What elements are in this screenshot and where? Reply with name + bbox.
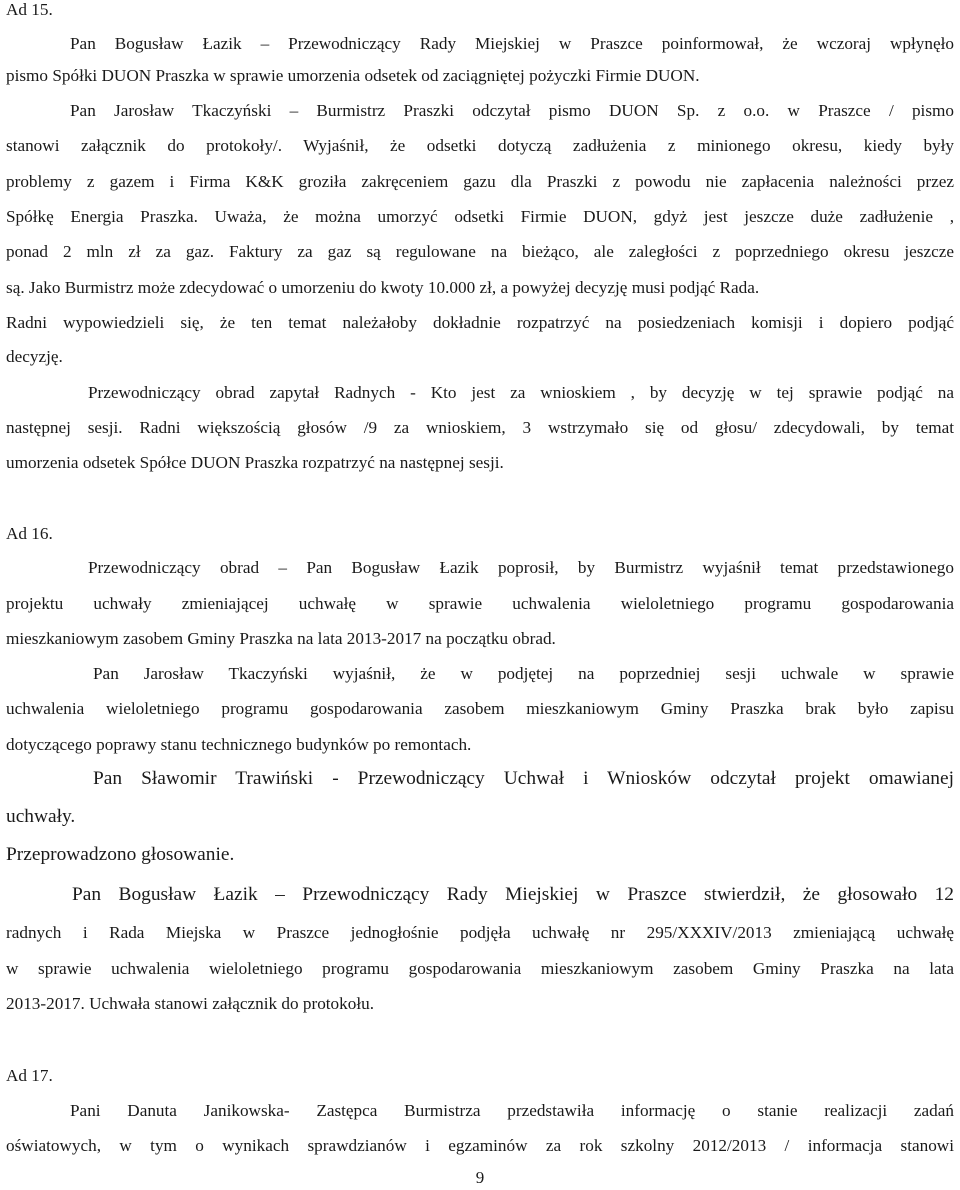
- section-heading: Ad 16.: [6, 524, 53, 543]
- paragraph-line: Radni wypowiedzieli się, że ten temat należałoby dokładnie rozpatrzyć na posiedzeniach komisji i dopiero podjąć: [6, 313, 954, 332]
- paragraph-line: umorzenia odsetek Spółce DUON Praszka rozpatrzyć na następnej sesji.: [6, 453, 504, 472]
- paragraph-line: uchwały.: [6, 806, 76, 827]
- paragraph-line: mieszkaniowym zasobem Gminy Praszka na lata 2013-2017 na początku obrad.: [6, 629, 556, 648]
- paragraph-line: w sprawie uchwalenia wieloletniego programu gospodarowania mieszkaniowym zasobem Gminy Praszka na lata: [6, 959, 954, 978]
- paragraph-line: oświatowych, w tym o wynikach sprawdzianów i egzaminów za rok szkolny 2012/2013 / informacja stanowi: [6, 1136, 954, 1155]
- paragraph-line: Pan Jarosław Tkaczyński wyjaśnił, że w podjętej na poprzedniej sesji uchwale w sprawie: [93, 664, 954, 683]
- paragraph-line: ponad 2 mln zł za gaz. Faktury za gaz są regulowane na bieżąco, ale zaległości z poprzedniego okresu jeszcze: [6, 242, 954, 261]
- paragraph-line: Pan Sławomir Trawiński - Przewodniczący Uchwał i Wniosków odczytał projekt omawianej: [93, 768, 954, 789]
- paragraph-line: Przeprowadzono głosowanie.: [6, 844, 235, 865]
- paragraph-line: projektu uchwały zmieniającej uchwałę w sprawie uchwalenia wieloletniego programu gospodarowania: [6, 594, 954, 613]
- paragraph-line: Pan Bogusław Łazik – Przewodniczący Rady Miejskiej w Praszce poinformował, że wczoraj wpłynęło: [70, 34, 954, 53]
- paragraph-line: są. Jako Burmistrz może zdecydować o umorzeniu do kwoty 10.000 zł, a powyżej decyzję musi podjąć Rada.: [6, 278, 760, 297]
- paragraph-line: uchwalenia wieloletniego programu gospodarowania zasobem mieszkaniowym Gminy Praszka brak było zapisu: [6, 699, 954, 718]
- paragraph-line: stanowi załącznik do protokoły/. Wyjaśnił, że odsetki dotyczą zadłużenia z minionego okresu, kiedy były: [6, 136, 954, 155]
- page-number: 9: [475, 1168, 485, 1187]
- paragraph-line: Pan Jarosław Tkaczyński – Burmistrz Praszki odczytał pismo DUON Sp. z o.o. w Praszce / pismo: [70, 101, 954, 120]
- paragraph-line: problemy z gazem i Firma K&K groziła zakręceniem gazu dla Praszki z powodu nie zapłacenia należności przez: [6, 172, 954, 191]
- paragraph-line: Pan Bogusław Łazik – Przewodniczący Rady Miejskiej w Praszce stwierdził, że głosowało 12: [72, 884, 954, 905]
- paragraph-line: Przewodniczący obrad zapytał Radnych - Kto jest za wnioskiem , by decyzję w tej sprawie podjąć na: [88, 383, 954, 402]
- paragraph-line: decyzję.: [6, 347, 63, 366]
- paragraph-line: dotyczącego poprawy stanu technicznego budynków po remontach.: [6, 735, 472, 754]
- paragraph-line: Pani Danuta Janikowska- Zastępca Burmistrza przedstawiła informację o stanie realizacji zadań: [70, 1101, 954, 1120]
- paragraph-line: Przewodniczący obrad – Pan Bogusław Łazik poprosił, by Burmistrz wyjaśnił temat przedstawionego: [88, 558, 954, 577]
- paragraph-line: pismo Spółki DUON Praszka w sprawie umorzenia odsetek od zaciągniętej pożyczki Firmie DUON.: [6, 66, 700, 85]
- section-heading: Ad 17.: [6, 1066, 53, 1085]
- paragraph-line: Spółkę Energia Praszka. Uważa, że można umorzyć odsetki Firmie DUON, gdyż jest jeszcze duże zadłużenie ,: [6, 207, 954, 226]
- paragraph-line: 2013-2017. Uchwała stanowi załącznik do protokołu.: [6, 994, 375, 1013]
- paragraph-line: następnej sesji. Radni większością głosów /9 za wnioskiem, 3 wstrzymało się od głosu/ zdecydowali, by temat: [6, 418, 954, 437]
- section-heading: Ad 15.: [6, 0, 53, 19]
- paragraph-line: radnych i Rada Miejska w Praszce jednogłośnie podjęła uchwałę nr 295/XXXIV/2013 zmieniającą uchwałę: [6, 923, 954, 942]
